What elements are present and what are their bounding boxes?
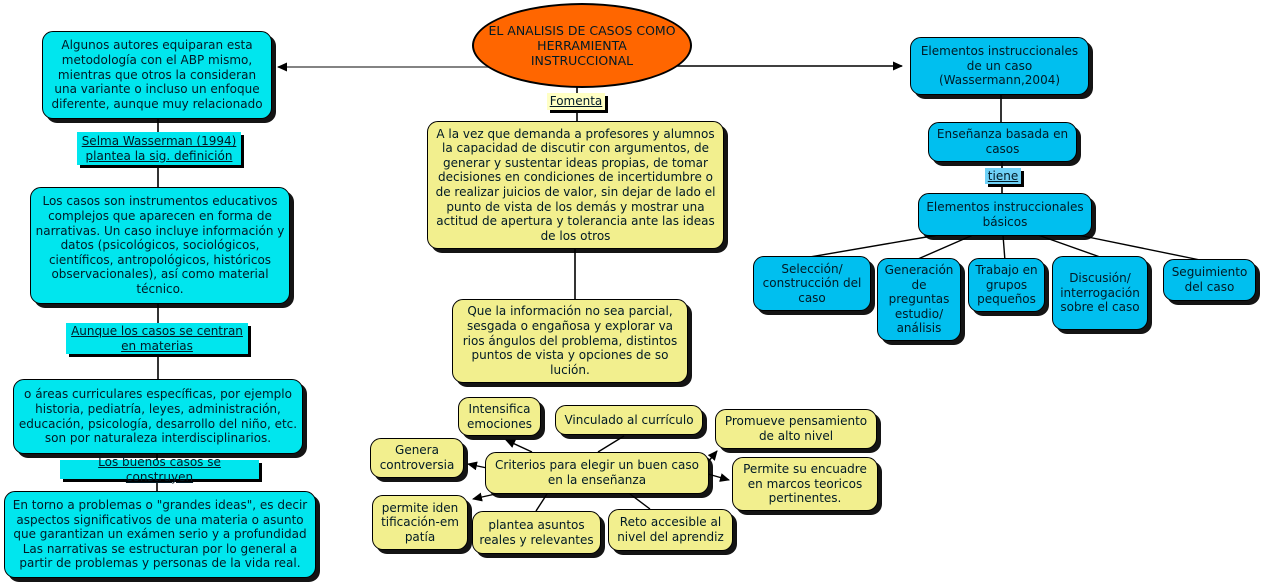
criteria-node-plantea-asuntos[interactable]: plantea asuntos reales y relevantes — [472, 511, 601, 554]
right-node-ensenanza-casos[interactable]: Enseñanza basada en casos — [928, 122, 1077, 162]
link-label-tiene[interactable]: tiene — [985, 168, 1021, 184]
criteria-node-promueve-pensamiento[interactable]: Promueve pensamiento de alto nivel — [715, 409, 877, 449]
right-child-trabajo-grupos[interactable]: Trabajo en grupos pequeños — [968, 258, 1045, 312]
center-node-fomenta-capacidades[interactable]: A la vez que demanda a profesores y alumnos la capacidad de discutir con argumentos, de generar y sustentar ideas propias, de tomar decisiones en condiciones de incertidumbre o de realizar juicios de valor, sin dejar de lado el punto de vista de los demás y mostrar una actitud de apertura y tolerancia ante las ideas de los otros — [427, 121, 724, 249]
criteria-node-permite-encuadre[interactable]: Permite su encuadre en marcos teoricos pertinentes. — [732, 457, 878, 511]
criteria-node-vinculado-curriculo[interactable]: Vinculado al currículo — [555, 405, 703, 435]
criteria-node-reto-accesible[interactable]: Reto accesible al nivel del aprendiz — [608, 509, 733, 551]
criteria-node-intensifica-emociones[interactable]: Intensifica emociones — [458, 397, 541, 436]
link-label-fomenta[interactable]: Fomenta — [547, 93, 605, 110]
right-child-seguimiento[interactable]: Seguimiento del caso — [1163, 259, 1256, 301]
right-node-elementos-basicos[interactable]: Elementos instruccionales básicos — [918, 193, 1092, 236]
left-node-curricular-areas[interactable]: o áreas curriculares específicas, por ejemplo historia, pediatría, leyes, administración, educación, psicología, desarrollo del niño, etc. son por naturaleza interdisciplinarios. — [13, 379, 303, 454]
right-child-seleccion-construccion[interactable]: Selección/ construcción del caso — [753, 256, 871, 311]
left-node-abp-comparison[interactable]: Algunos autores equiparan esta metodología con el ABP mismo, mientras que otros la consideran una variante o incluso un enfoque diferente, aunque muy relacionado — [42, 31, 272, 119]
criteria-hub-node[interactable]: Criterios para elegir un buen caso en la enseñanza — [485, 452, 709, 494]
left-node-grandes-ideas[interactable]: En torno a problemas o "grandes ideas", es decir aspectos significativos de una materia o asunto que garantizan un exámen serio y a profundidad Las narrativas se estructuran por lo general a partir de problemas y personas de la vida real. — [4, 491, 316, 578]
link-label-buenos-casos[interactable]: Los buenos casos se construyen — [60, 460, 259, 479]
root-concept-node[interactable]: EL ANALISIS DE CASOS COMO HERRAMIENTA INSTRUCCIONAL — [472, 3, 692, 88]
link-label-aunque-materias[interactable]: Aunque los casos se centran en materias — [66, 323, 248, 354]
criteria-node-permite-identificacion[interactable]: permite iden tificación-em patía — [372, 495, 468, 550]
center-node-informacion-no-parcial[interactable]: Que la información no sea parcial, sesgada o engañosa y explorar va rios ángulos del problema, distintos puntos de vista y opciones de so lución. — [452, 299, 688, 383]
link-label-selma-wasserman[interactable]: Selma Wasserman (1994) plantea la sig. definición — [77, 132, 241, 165]
left-node-case-definition[interactable]: Los casos son instrumentos educativos complejos que aparecen en forma de narrativas. Un caso incluye información y datos (psicológicos, sociológicos, científicos, antropológicos, históricos observacionales), así como material técnico. — [30, 187, 290, 304]
right-child-discusion-interrogacion[interactable]: Discusión/ interrogación sobre el caso — [1052, 256, 1148, 330]
right-child-generacion-preguntas[interactable]: Generación de preguntas estudio/ análisis — [877, 258, 961, 341]
right-node-elementos-caso[interactable]: Elementos instruccionales de un caso (Wassermann,2004) — [910, 37, 1089, 95]
criteria-node-genera-controversia[interactable]: Genera controversia — [370, 438, 464, 478]
